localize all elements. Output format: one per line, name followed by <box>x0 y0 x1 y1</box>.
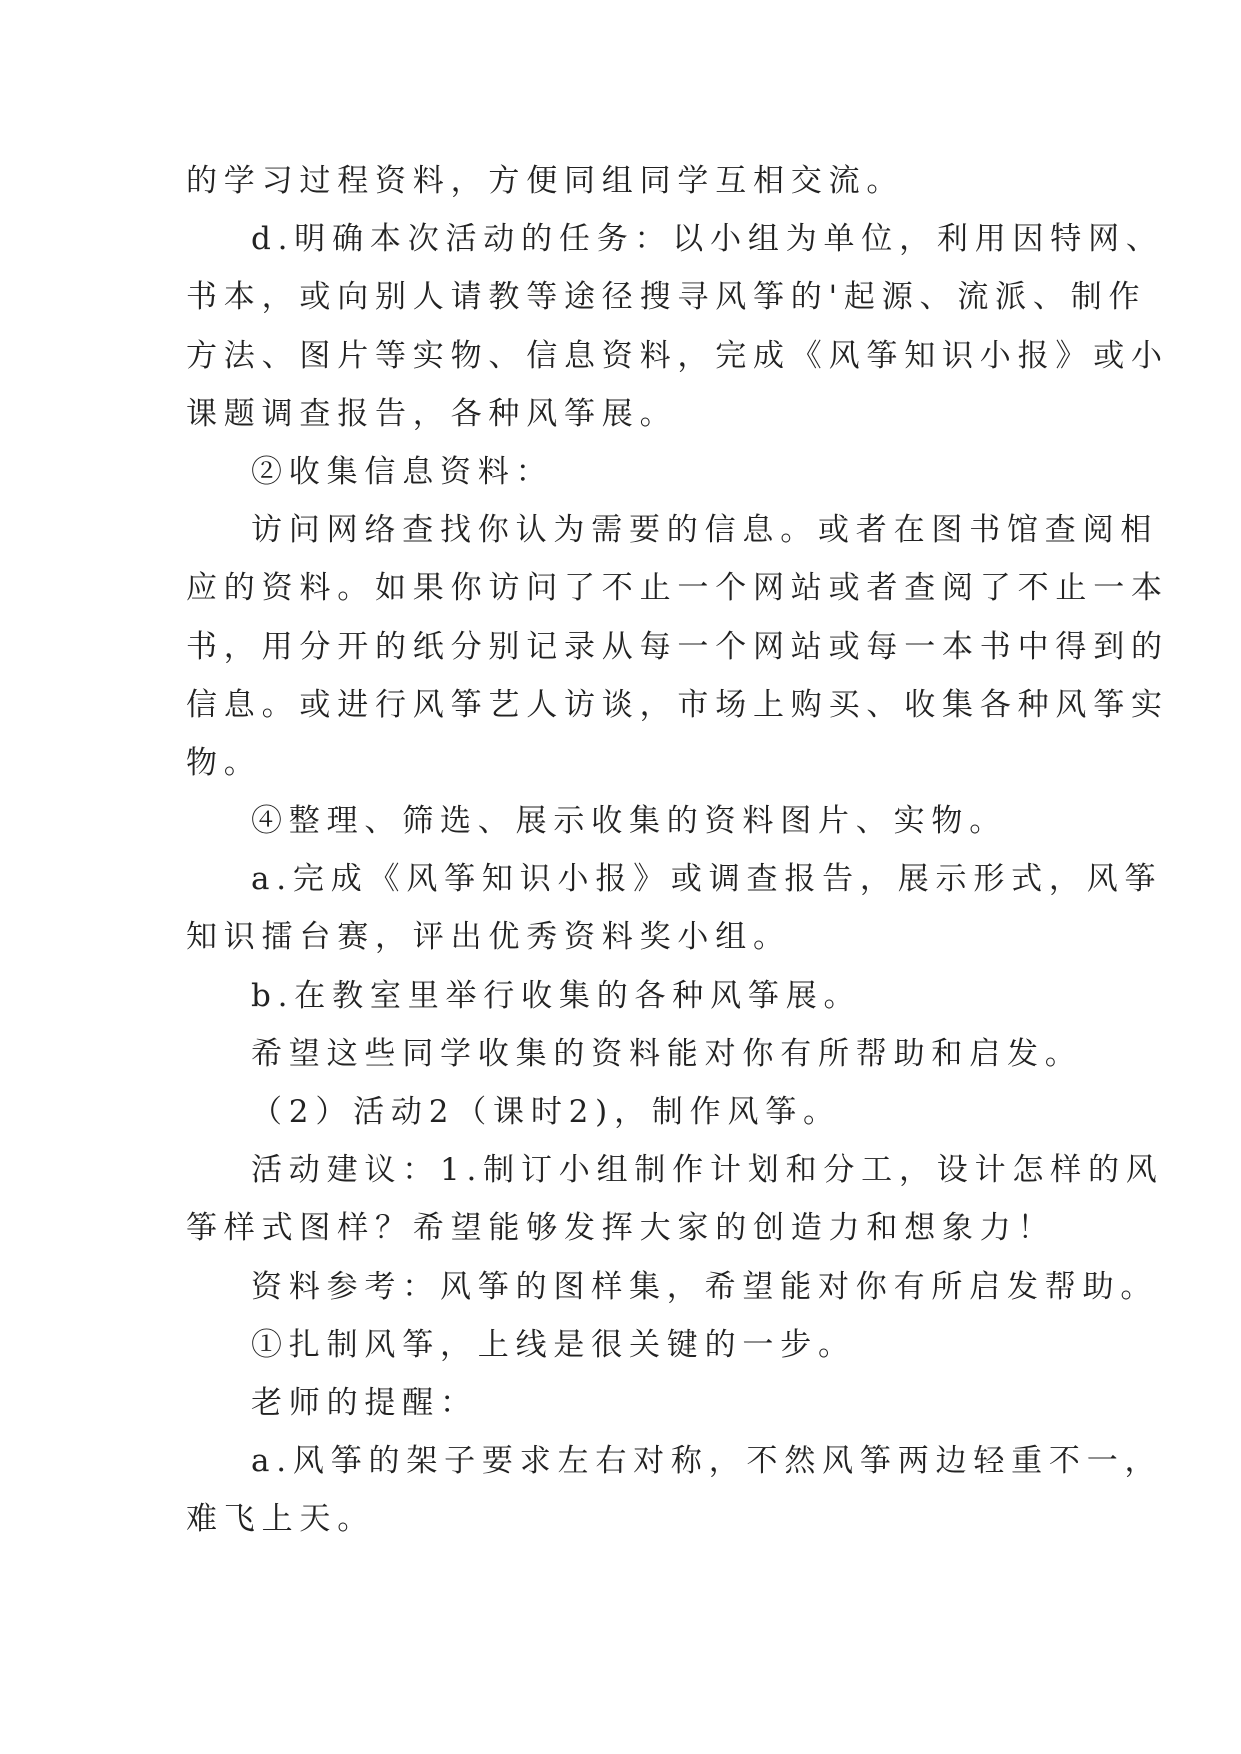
text-line: 信息。或进行风筝艺人访谈，市场上购买、收集各种风筝实 <box>186 686 1169 723</box>
text-line: ①扎制风筝，上线是很关键的一步。 <box>251 1326 856 1363</box>
text-line: 资料参考：风筝的图样集，希望能对你有所启发帮助。 <box>251 1268 1159 1305</box>
text-line: 老师的提醒： <box>251 1384 478 1421</box>
text-line: 物。 <box>186 744 262 781</box>
text-line: 方法、图片等实物、信息资料，完成《风筝知识小报》或小 <box>186 337 1169 374</box>
text-line: ②收集信息资料： <box>251 453 554 490</box>
text-line: 知识擂台赛，评出优秀资料奖小组。 <box>186 919 791 956</box>
text-line: 筝样式图样？希望能够发挥大家的创造力和想象力！ <box>186 1210 1056 1247</box>
text-line: b.在教室里举行收集的各种风筝展。 <box>251 977 862 1014</box>
text-line: d.明确本次活动的任务：以小组为单位，利用因特网、 <box>251 221 1164 258</box>
text-line: 访问网络查找你认为需要的信息。或者在图书馆查阅相 <box>251 512 1159 549</box>
text-line: 课题调查报告，各种风筝展。 <box>186 395 678 432</box>
text-line: ④整理、筛选、展示收集的资料图片、实物。 <box>251 803 1007 840</box>
text-line: 难飞上天。 <box>186 1501 375 1538</box>
text-line: （2）活动2（课时2)，制作风筝。 <box>251 1094 841 1130</box>
text-line: a.风筝的架子要求左右对称，不然风筝两边轻重不一， <box>251 1443 1163 1480</box>
text-line: 的学习过程资料，方便同组同学互相交流。 <box>186 163 905 199</box>
text-line: 活动建议：1.制订小组制作计划和分工，设计怎样的风 <box>251 1152 1164 1189</box>
text-line: 书，用分开的纸分别记录从每一个网站或每一本书中得到的 <box>186 628 1169 665</box>
text-line: 希望这些同学收集的资料能对你有所帮助和启发。 <box>251 1035 1083 1072</box>
document-body <box>186 152 1169 1549</box>
text-line: 书本，或向别人请教等途径搜寻风筝的'起源、流派、制作 <box>186 279 1147 316</box>
text-line: a.完成《风筝知识小报》或调查报告，展示形式，风筝 <box>251 861 1163 898</box>
text-line: 应的资料。如果你访问了不止一个网站或者查阅了不止一本 <box>186 570 1169 607</box>
